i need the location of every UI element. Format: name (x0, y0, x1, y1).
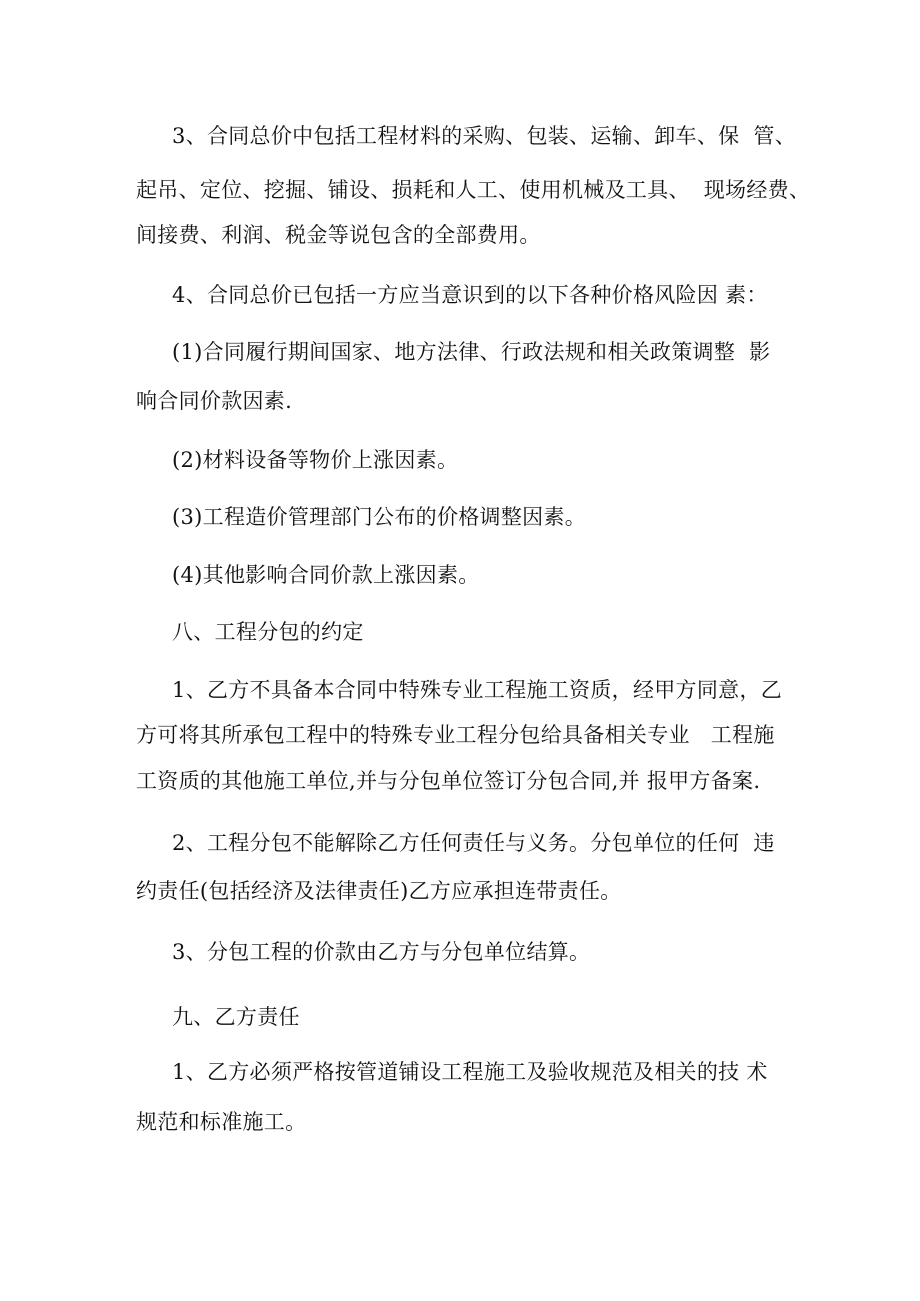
clause-9-1-line-2: 规范和标准施工。 (136, 1110, 307, 1134)
item-3-line: (3)工程造价管理部门公布的价格调整因素。 (172, 505, 587, 529)
clause-8-1-line-2: 方可将其所承包工程中的特殊专业工程分包给具备相关专业 工程施 (136, 723, 775, 747)
clause-7-4-line-1: 4、合同总价已包括一方应当意识到的以下各种价格风险因 素： (172, 283, 768, 307)
item-4-line: (4)其他影响合同价款上涨因素。 (172, 563, 480, 587)
item-1-line-1: (1)合同履行期间国家、地方法律、行政法规和相关政策调整 影 (172, 340, 771, 364)
clause-8-1-line-1: 1、乙方不具备本合同中特殊专业工程施工资质，经甲方同意，乙 (172, 678, 783, 702)
clause-8-3-line: 3、分包工程的价款由乙方与分包单位结算。 (172, 940, 591, 964)
item-1-line-2: 响合同价款因素. (136, 389, 293, 413)
clause-8-2-line-2: 约责任(包括经济及法律责任)乙方应承担连带责任。 (136, 879, 622, 903)
section-9-heading: 九、乙方责任 (172, 1005, 300, 1029)
clause-7-3-line-1: 3、合同总价中包括工程材料的采购、包装、运输、卸车、保 管、 (172, 124, 797, 148)
clause-7-3-line-3: 间接费、利润、税金等说包含的全部费用。 (136, 223, 541, 247)
clause-7-3-line-2: 起吊、定位、挖掘、铺设、损耗和人工、使用机械及工具、 现场经费、 (136, 178, 811, 202)
section-8-heading: 八、工程分包的约定 (172, 620, 364, 644)
clause-9-1-line-1: 1、乙方必须严格按管道铺设工程施工及验收规范及相关的技 术 (172, 1060, 768, 1084)
clause-8-1-line-3: 工资质的其他施工单位,并与分包单位签订分包合同,并 报甲方备案. (136, 769, 761, 793)
clause-8-2-line-1: 2、工程分包不能解除乙方任何责任与义务。分包单位的任何 违 (172, 831, 775, 855)
item-2-line: (2)材料设备等物价上涨因素。 (172, 448, 459, 472)
